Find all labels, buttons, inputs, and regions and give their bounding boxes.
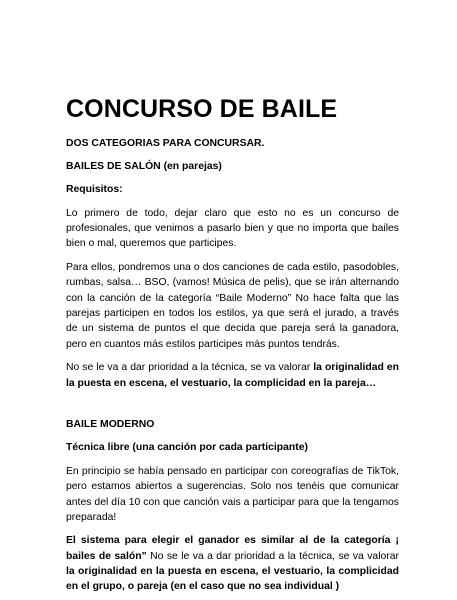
winner-system-criteria-bold: la originalidad en la puesta en escena, el vestuario, la complicidad en el grupo, o pareja (en el caso que no sea individual ) — [66, 566, 399, 593]
paragraph-tiktok: En principio se había pensado en participar con coreografías de TikTok, pero estamos abiertos a sugerencias. Solo nos tenéis que comunicar antes del día 10 con que canción vais a participar para que la tengamos preparada! — [66, 465, 399, 523]
section-heading-bailes-de-salon: BAILES DE SALÓN (en parejas) — [66, 160, 222, 172]
winner-system-text: No se le va a dar prioridad a la técnica, se va valorar — [146, 550, 399, 562]
section-spacer — [66, 399, 399, 417]
requisitos-heading: Requisitos: — [66, 184, 123, 196]
section-heading-baile-moderno: BAILE MODERNO — [66, 418, 155, 430]
technique-subheading: Técnica libre (una canción por cada participante) — [66, 442, 308, 454]
criteria-bold-text: la originalidad en la puesta en escena, el vestuario, la complicidad en la pareja… — [66, 362, 399, 389]
paragraph-criteria — [66, 360, 399, 391]
paragraph-intro: Lo primero de todo, dejar claro que esto no es un concurso de profesionales, que venimos a pasarlo bien y que no importa que bailes bien o mal, queremos que participes. — [66, 207, 399, 250]
categories-line: DOS CATEGORIAS PARA CONCURSAR. — [66, 137, 265, 149]
document-title: CONCURSO DE BAILE — [66, 95, 338, 123]
paragraph-styles: Para ellos, pondremos una o dos canciones de cada estilo, pasodobles, rumbas, salsa… BSO, (vamos! Música de pelis), que se irán alternando con la canción de la categoría “Baile Moderno” No hace falta que las parejas participen en todos los estilos, ya que será el jurado, a través de un sistema de puntos el que decida que pareja será la ganadora, pero en cuantos más estilos participes más puntos tendrás. — [66, 261, 399, 350]
paragraph-winner-system — [66, 533, 399, 595]
winner-system-bold-text: El sistema para elegir el ganador es similar al de la categoría ¡ bailes de salón” — [66, 535, 399, 562]
criteria-text: No se le va a dar prioridad a la técnica, se va valorar — [66, 362, 314, 374]
